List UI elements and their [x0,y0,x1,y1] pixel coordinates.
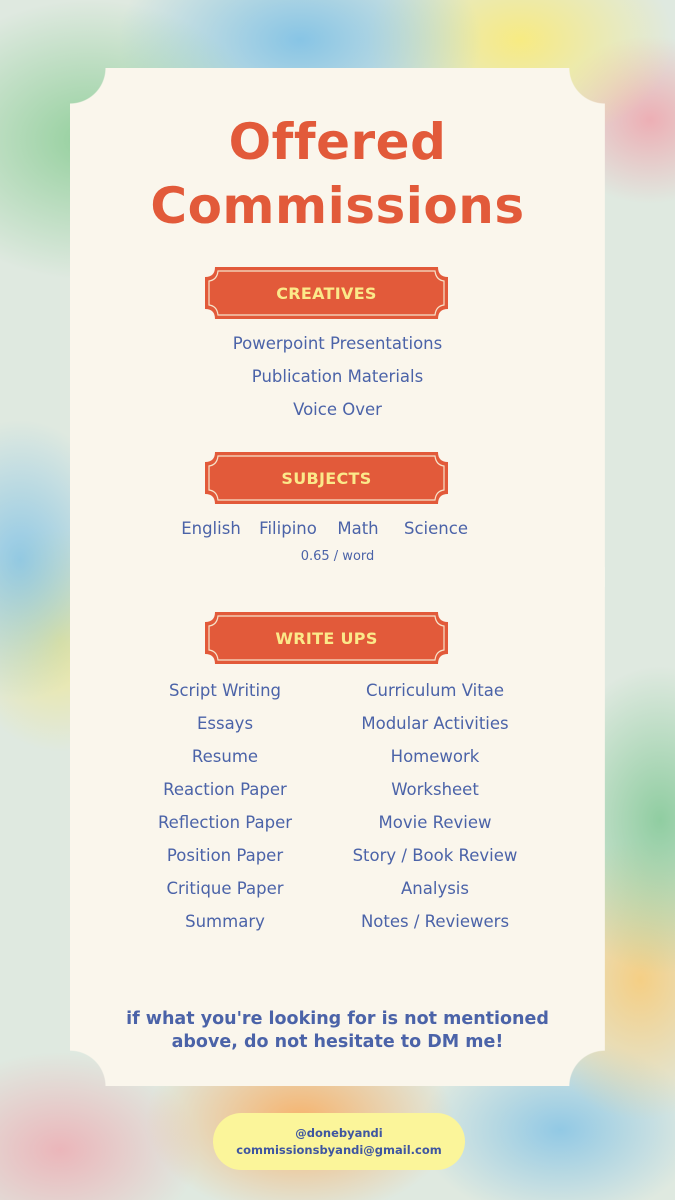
list-item: Homework [390,747,480,766]
subject-item: Math [337,519,379,538]
list-item: Summary [185,912,265,931]
dm-note-line-2: above, do not hesitate to DM me! [171,1032,504,1052]
list-item: Script Writing [168,681,282,700]
list-item: Critique Paper [166,879,284,898]
list-item: Resume [191,747,259,766]
subject-item: Filipino [259,519,317,538]
list-item: Reflection Paper [157,813,293,832]
page-title [70,110,605,238]
list-item: Worksheet [391,780,479,799]
subject-item: English [181,519,241,538]
list-item: Curriculum Vitae [366,681,504,700]
dm-note-line-1: if what you're looking for is not mentioned [126,1009,549,1029]
banner-writeups [205,612,448,664]
list-item: Publication Materials [251,367,424,386]
title-line-1: Offered [228,113,447,171]
subject-item: Science [404,519,468,538]
dm-note [100,1008,575,1054]
contact-pill [213,1113,465,1170]
list-item: Position Paper [166,846,284,865]
list-item: Essays [196,714,254,733]
list-item: Story / Book Review [352,846,518,865]
banner-writeups-label: WRITE UPS [275,628,378,648]
social-handle[interactable]: @donebyandi [295,1125,383,1140]
banner-subjects [205,452,448,504]
list-item: Powerpoint Presentations [232,334,443,353]
list-item: Analysis [401,879,469,898]
list-item: Movie Review [378,813,492,832]
banner-subjects-label: SUBJECTS [281,468,372,488]
email-link[interactable]: commissionsbyandi@gmail.com [236,1142,442,1157]
list-item: Voice Over [293,400,382,419]
list-item: Modular Activities [361,714,509,733]
list-item: Reaction Paper [163,780,287,799]
list-item: Notes / Reviewers [360,912,510,931]
banner-creatives-label: CREATIVES [276,283,377,303]
title-line-2: Commissions [150,177,525,235]
banner-creatives [205,267,448,319]
rate-text: 0.65 / word [300,549,375,564]
